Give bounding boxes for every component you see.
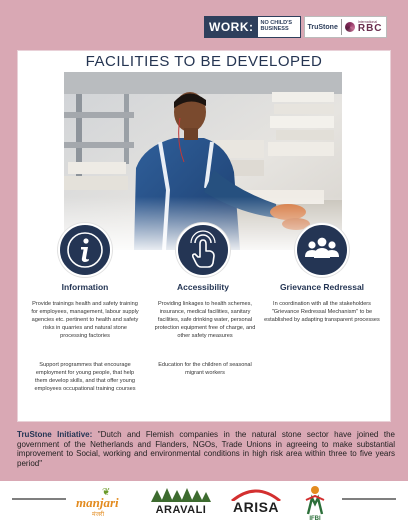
work-no-childs-business-logo: [204, 16, 301, 38]
trustone-initiative: [17, 430, 395, 468]
touch-hand-icon: [176, 223, 230, 277]
information-heading: Information: [61, 282, 109, 292]
trustone-logo: [304, 16, 387, 38]
footer-divider-right: [342, 498, 396, 500]
touch-hand-icon-glyph: [178, 225, 228, 275]
leaf-icon: ❦: [102, 487, 111, 498]
footer-divider-left: [12, 498, 66, 500]
accessibility-paragraph-2: Education for the children of seasonal migrant workers: [158, 362, 252, 376]
accessibility-paragraph-1: Providing linkages to health schemes, insurance, medical facilities, sanitary facilities, safe drinking water, personal protection equipment free of charge, and other safety measures: [154, 301, 256, 339]
trustone-logo-divider: [341, 19, 342, 35]
mountains-icon: [151, 486, 211, 502]
grievance-redressal-heading: Grievance Redressal: [279, 282, 365, 292]
rbc-block: [358, 20, 383, 34]
ifbi-emblem-icon: [302, 484, 328, 516]
ifbi-logo: [302, 484, 328, 526]
arisa-logo: [226, 487, 286, 519]
manjari-logo: [76, 487, 138, 521]
information-paragraph-1: Provide trainings health and safety training for employees, management, labour supply agencies etc. pertinent to health and safety risks in quarries and natural stone processing factories: [31, 301, 139, 339]
work-logo-tagline: NO CHILD'S BUSINESS: [260, 20, 293, 32]
rbc-international-label: International: [357, 20, 378, 24]
ifbi-logo-name: IFBI: [309, 516, 321, 522]
initiative-quote: "Dutch and Flemish companies in the natural stone sector have joined the government of the Netherlands and Flanders, NGOs, Trade Unions in agreeing to make substantial improvement to Social, working and environmental conditions in high risk area within three to five years period": [17, 430, 395, 468]
arisa-logo-name: ARISA: [232, 499, 280, 515]
header-logos: [204, 16, 387, 40]
manjari-logo-hindi: मंजरी: [92, 512, 105, 518]
footer-logos: [0, 481, 408, 528]
aravali-logo-name: ARAVALI: [155, 504, 207, 516]
work-logo-word: WORK:: [205, 17, 258, 37]
manjari-logo-name: manjari: [76, 495, 119, 510]
rbc-abbr: RBC: [357, 23, 383, 34]
grievance-redressal-paragraph-1: In coordination with all the stakeholders "Grievance Redressal Mechanism" to be established by adapting transparent processes: [264, 301, 380, 323]
info-icon: [58, 223, 112, 277]
info-icon-glyph: [60, 225, 110, 275]
people-group-icon-glyph: [297, 225, 347, 275]
page-title: FACILITIES TO BE DEVELOPED: [85, 53, 323, 70]
people-group-icon: [295, 223, 349, 277]
accessibility-heading: Accessibility: [177, 282, 229, 292]
information-paragraph-2: Support programmes that encourage employment for young people, that help them develop skills, and that offer young employees occupational training courses: [34, 362, 136, 392]
trustone-logo-name: TruStone: [307, 23, 338, 31]
initiative-label: TruStone Initiative:: [17, 430, 93, 439]
rbc-swirl-icon: [345, 22, 355, 32]
aravali-logo: [148, 486, 214, 522]
